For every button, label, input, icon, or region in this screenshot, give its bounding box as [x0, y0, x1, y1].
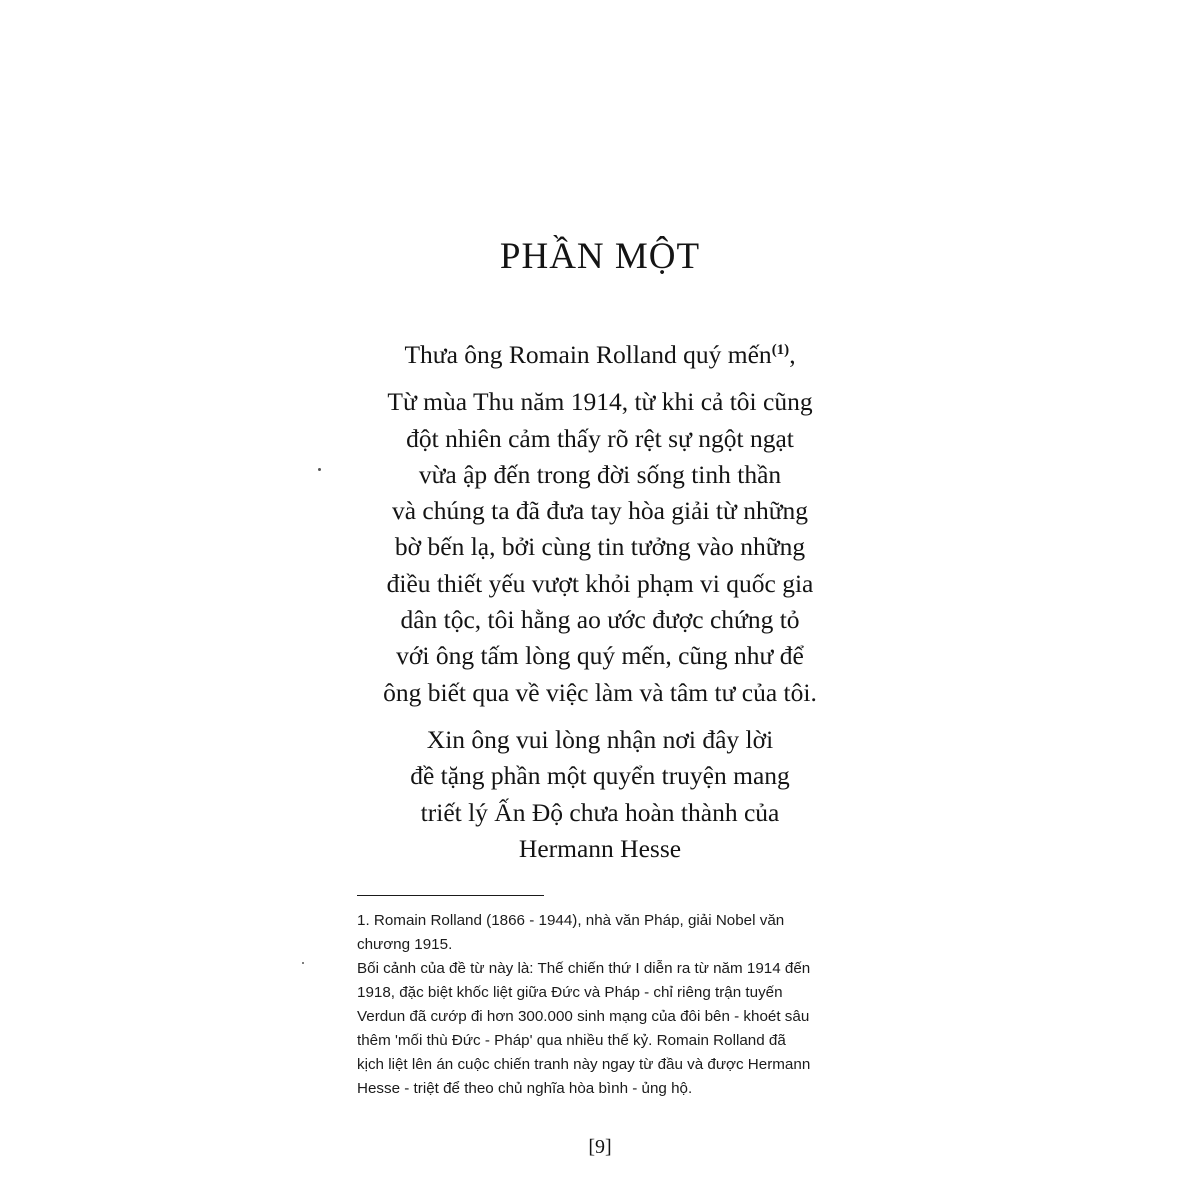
footnote-line: Hesse - triệt để theo chủ nghĩa hòa bình - ủng hộ.: [357, 1080, 693, 1097]
footnote-line: Verdun đã cướp đi hơn 300.000 sinh mạng của đôi bên - khoét sâu: [357, 1008, 810, 1025]
dedication-line: ông biết qua về việc làm và tâm tư của tôi.: [383, 677, 817, 707]
footnote-line: 1. Romain Rolland (1866 - 1944), nhà văn Pháp, giải Nobel văn: [357, 912, 785, 929]
footnotes: [357, 909, 857, 1101]
dedication-line: và chúng ta đã đưa tay hòa giải từ những: [391, 496, 809, 526]
salutation-comma: ,: [789, 340, 796, 369]
dedication-line: vừa ập đến trong đời sống tinh thần: [418, 459, 782, 489]
footnote-line: thêm 'mối thù Đức - Pháp' qua nhiều thế kỷ. Romain Rolland đã: [357, 1032, 786, 1049]
footnote-line: kịch liệt lên án cuộc chiến tranh này ngay từ đầu và được Hermann: [357, 1056, 811, 1073]
page-number: [9]: [588, 1136, 612, 1158]
dedication-line: dân tộc, tôi hằng ao ước được chứng tỏ: [400, 605, 800, 635]
dedication: [300, 337, 900, 867]
dedication-author: Hermann Hesse: [518, 833, 682, 863]
salutation-text: Thưa ông Romain Rolland quý mến: [404, 340, 772, 369]
dedication-line: bờ bến lạ, bởi cùng tin tưởng vào những: [394, 532, 806, 562]
scan-speck: [302, 962, 304, 964]
footnote-line: 1918, đặc biệt khốc liệt giữa Đức và Pháp - chỉ riêng trận tuyến: [357, 984, 783, 1001]
paragraph-gap: [300, 373, 900, 384]
dedication-line: với ông tấm lòng quý mến, cũng như để: [396, 641, 804, 671]
footnote-line: chương 1915.: [357, 936, 453, 953]
dedication-line: Từ mùa Thu năm 1914, từ khi cả tôi cũng: [387, 387, 813, 417]
part-title: PHẦN MỘT: [499, 236, 701, 277]
scan-speck: [318, 468, 321, 471]
dedication-salutation: [300, 337, 900, 373]
paragraph-gap: [300, 711, 900, 722]
footnote-reference: (1): [771, 342, 790, 358]
dedication-line: điều thiết yếu vượt khỏi phạm vi quốc gia: [386, 568, 814, 598]
footnote-line: Bối cảnh của đề từ này là: Thế chiến thứ I diễn ra từ năm 1914 đến: [357, 960, 811, 977]
dedication-line: đột nhiên cảm thấy rõ rệt sự ngột ngạt: [406, 423, 794, 453]
dedication-line: triết lý Ấn Độ chưa hoàn thành của: [420, 797, 780, 827]
footnote-divider: [357, 895, 544, 896]
dedication-line: Xin ông vui lòng nhận nơi đây lời: [426, 724, 774, 754]
dedication-line: đề tặng phần một quyển truyện mang: [410, 761, 790, 791]
